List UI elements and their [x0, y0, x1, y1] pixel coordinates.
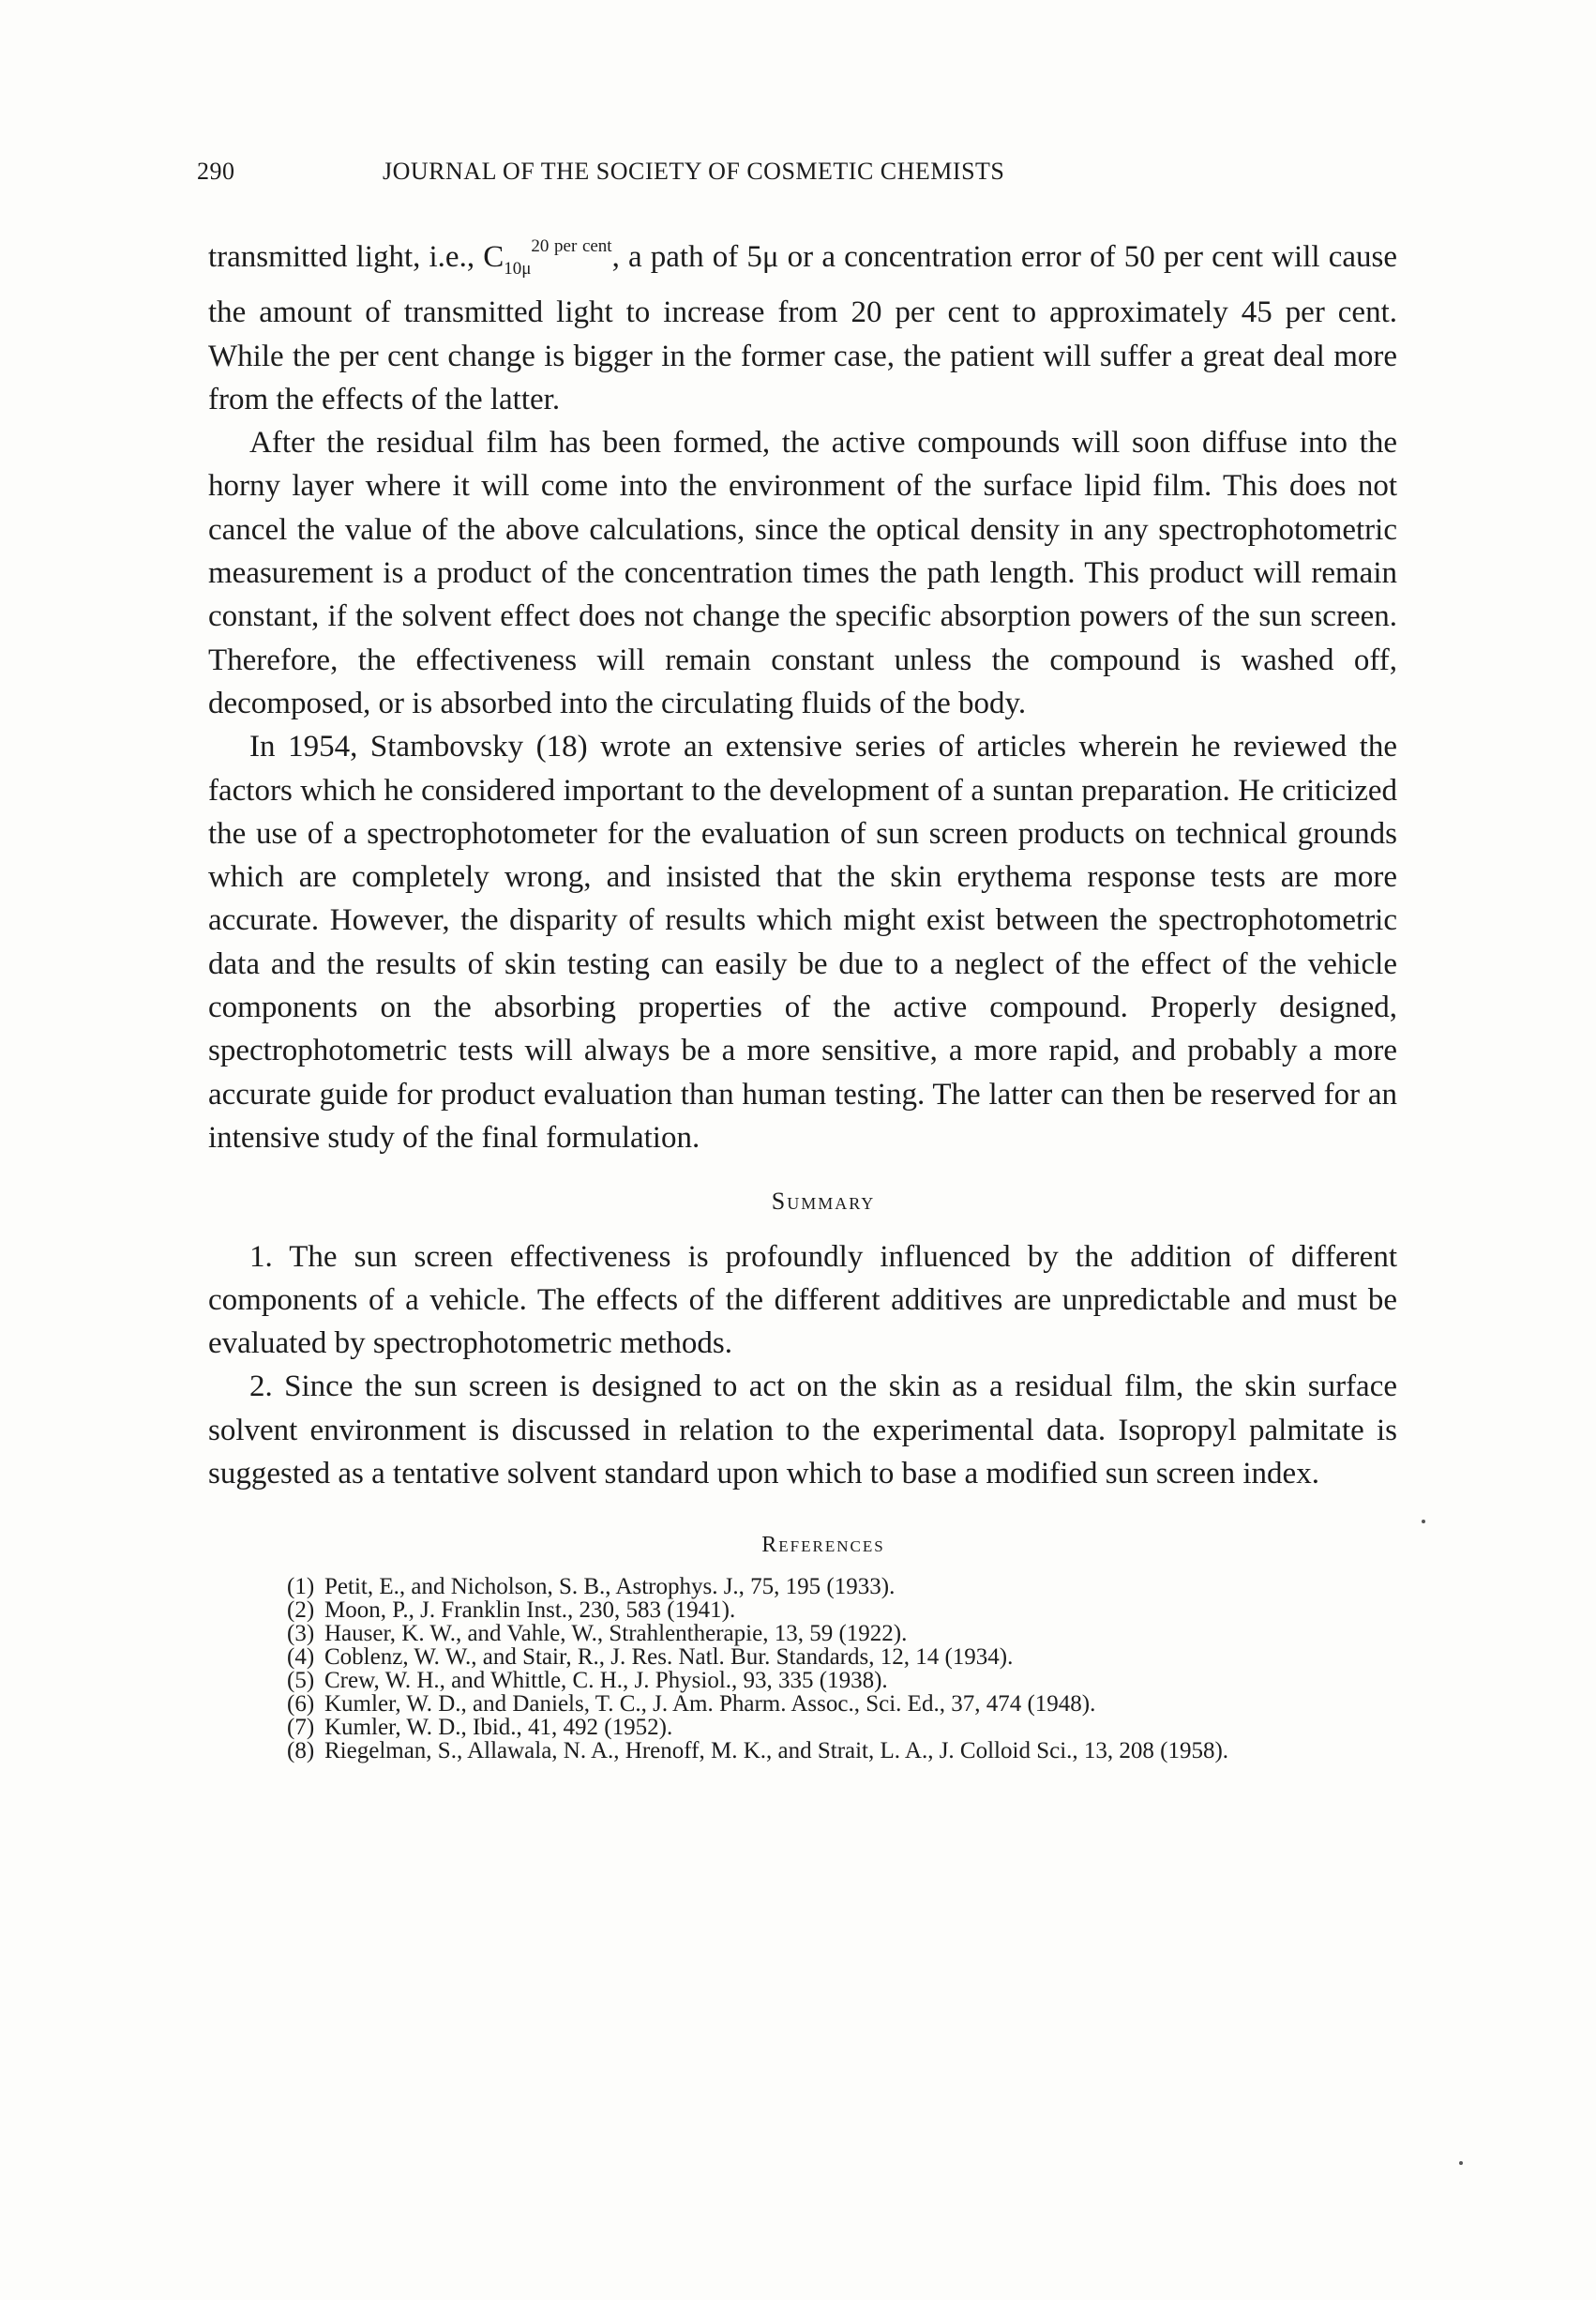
reference-text: Riegelman, S., Allawala, N. A., Hrenoff, M. K., and Strait, L. A., J. Colloid Sci., 13, 208 (1958). — [324, 1737, 1229, 1763]
reference-number: (1) — [287, 1573, 315, 1599]
scan-speck — [1422, 1520, 1425, 1523]
reference-number: (3) — [287, 1620, 315, 1646]
paragraph-1-rest: , a path of 5μ or a concentration error of 50 per cent will cause the amount of transmitted light to increase from 20 per cent to approximately 45 per cent. While the per cent change is bigger in the former case, the patient will suffer a great deal more from the effects of the latter. — [208, 240, 1397, 416]
subscript-10mu: 10μ — [504, 259, 532, 279]
reference-item — [208, 1739, 1397, 1763]
summary-item-1: 1. The sun screen effectiveness is profoundly influenced by the addition of different components of a vehicle. The effects of the different additives are unpredictable and must be evaluated by spectrophotometric methods. — [208, 1239, 1397, 1361]
superscript-20-per-cent: 20 per cent — [531, 236, 612, 256]
summary-item-2: 2. Since the sun screen is designed to act on the skin as a residual film, the skin surface solvent environment is discussed in relation to the experimental data. Isopropyl palmitate is suggested as a tentative solvent standard upon which to base a modified sun screen index. — [208, 1369, 1397, 1491]
references-list — [208, 1575, 1397, 1763]
scan-speck — [1459, 2161, 1463, 2165]
reference-text: Moon, P., J. Franklin Inst., 230, 583 (1941). — [324, 1596, 736, 1623]
reference-item — [208, 1598, 1397, 1622]
reference-text: Hauser, K. W., and Vahle, W., Strahlentherapie, 13, 59 (1922). — [324, 1620, 908, 1646]
reference-text: Crew, W. H., and Whittle, C. H., J. Physiol., 93, 335 (1938). — [324, 1667, 888, 1693]
reference-number: (5) — [287, 1667, 315, 1693]
reference-item — [208, 1645, 1397, 1669]
reference-number: (7) — [287, 1714, 315, 1740]
reference-number: (6) — [287, 1690, 315, 1717]
page-number: 290 — [197, 158, 235, 185]
journal-title: JOURNAL OF THE SOCIETY OF COSMETIC CHEMISTS — [383, 158, 1005, 185]
reference-item — [208, 1622, 1397, 1645]
reference-text: Kumler, W. D., Ibid., 41, 492 (1952). — [324, 1714, 673, 1740]
reference-text: Kumler, W. D., and Daniels, T. C., J. Am. Pharm. Assoc., Sci. Ed., 37, 474 (1948). — [324, 1690, 1096, 1717]
reference-number: (2) — [287, 1596, 315, 1623]
paragraph-2: After the residual film has been formed, the active compounds will soon diffuse into the horny layer where it will come into the environment of the surface lipid film. This does not cancel the value of the above calculations, since the optical density in any spectrophotometric measurement is a product of the concentration times the path length. This product will remain constant, if the solvent effect does not change the specific absorption powers of the sun screen. Therefore, the effectiveness will remain constant unless the compound is washed off, decomposed, or is absorbed into the circulating fluids of the body. — [208, 426, 1397, 720]
body-text — [208, 225, 1397, 1763]
references-heading: References — [761, 1533, 885, 1558]
paragraph-1-start: transmitted light, i.e., C — [208, 240, 504, 274]
reference-item — [208, 1575, 1397, 1598]
summary-heading: Summary — [771, 1188, 876, 1216]
reference-number: (8) — [287, 1737, 315, 1763]
reference-text: Coblenz, W. W., and Stair, R., J. Res. Natl. Bur. Standards, 12, 14 (1934). — [324, 1643, 1014, 1670]
reference-item — [208, 1716, 1397, 1739]
running-header — [197, 158, 1416, 195]
reference-item — [208, 1692, 1397, 1716]
paragraph-3: In 1954, Stambovsky (18) wrote an extensive series of articles wherein he reviewed the factors which he considered important to the development of a suntan preparation. He criticized the use of a spectrophotometer for the evaluation of sun screen products on technical grounds which are completely wrong, and insisted that the skin erythema response tests are more accurate. However, the disparity of results which might exist between the spectrophotometric data and the results of skin testing can easily be due to a neglect of the effect of the vehicle components on the absorbing properties of the active compound. Properly designed, spectrophotometric tests will always be a more sensitive, a more rapid, and probably a more accurate guide for product evaluation than human testing. The latter can then be reserved for an intensive study of the final formulation. — [208, 730, 1397, 1155]
reference-number: (4) — [287, 1643, 315, 1670]
reference-item — [208, 1669, 1397, 1692]
paragraph-1 — [208, 225, 1397, 421]
reference-text: Petit, E., and Nicholson, S. B., Astrophys. J., 75, 195 (1933). — [324, 1573, 896, 1599]
